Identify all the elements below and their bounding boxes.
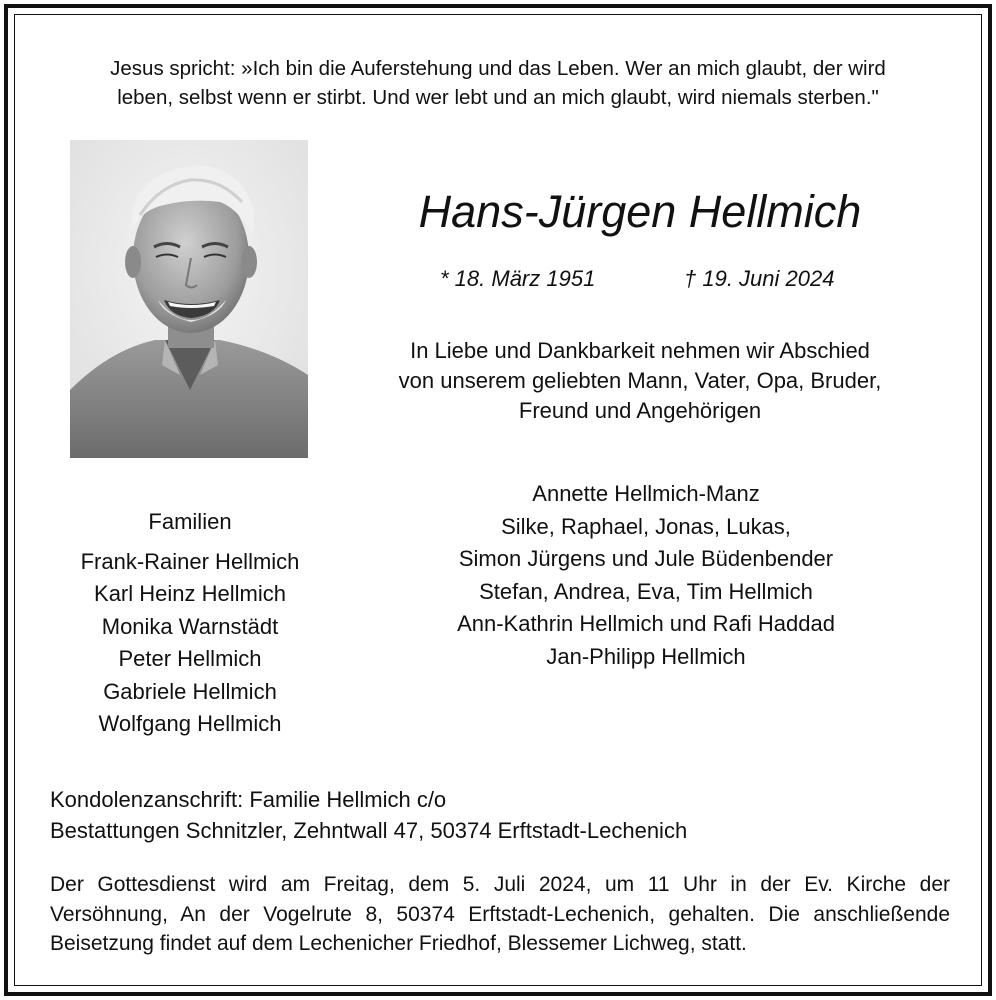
relative-entry: Simon Jürgens und Jule Büdenbender: [458, 546, 834, 572]
birth-date: * 18. März 1951: [440, 266, 596, 291]
family-member: Monika Warnstädt: [101, 613, 279, 639]
relatives-list: [346, 478, 946, 674]
relative-entry: Stefan, Andrea, Eva, Tim Hellmich: [479, 578, 813, 604]
death-date: † 19. Juni 2024: [684, 266, 835, 291]
life-dates: [420, 263, 880, 295]
family-member: Karl Heinz Hellmich: [94, 581, 286, 607]
portrait-photo: [70, 140, 308, 458]
families-title: Familien: [148, 509, 232, 534]
farewell-line: von unserem geliebten Mann, Vater, Opa, Bruder,: [398, 368, 882, 393]
service-info: [50, 870, 950, 959]
relative-entry: Jan-Philipp Hellmich: [546, 643, 746, 669]
farewell-line: In Liebe und Dankbarkeit nehmen wir Abschied: [410, 338, 870, 363]
relative-entry: Ann-Kathrin Hellmich und Rafi Haddad: [457, 611, 835, 637]
verse-line-1: Jesus spricht: »Ich bin die Auferstehung und das Leben. Wer an mich glaubt, der wird: [110, 57, 886, 80]
verse-line-2: leben, selbst wenn er stirbt. Und wer lebt und an mich glaubt, wird niemals sterben.": [117, 86, 879, 109]
family-member: Peter Hellmich: [118, 646, 262, 672]
relative-entry: Silke, Raphael, Jonas, Lukas,: [501, 513, 791, 539]
farewell-line: Freund und Angehörigen: [518, 398, 762, 423]
service-line-3: Beisetzung findet auf dem Lechenicher Friedhof, Blessemer Lichweg, statt.: [50, 932, 747, 955]
families-list: [40, 507, 340, 740]
condolence-address: [50, 784, 950, 846]
family-member: Wolfgang Hellmich: [98, 711, 282, 737]
family-member: Frank-Rainer Hellmich: [80, 549, 300, 574]
service-line-1: Der Gottesdienst wird am Freitag, dem 5. Juli 2024, um 11 Uhr in der Ev. Kirche der: [50, 873, 950, 896]
condolence-line-2: Bestattungen Schnitzler, Zehntwall 47, 50374 Erftstadt-Lechenich: [50, 818, 688, 843]
condolence-line-1: Kondolenzanschrift: Familie Hellmich c/o: [50, 787, 447, 812]
family-member: Gabriele Hellmich: [103, 678, 277, 704]
deceased-name: Hans-Jürgen Hellmich: [418, 186, 862, 237]
bible-verse: [40, 54, 956, 112]
farewell-text: [340, 336, 940, 426]
service-line-2: Versöhnung, An der Vogelrute 8, 50374 Erftstadt-Lechenich, gehalten. Die anschließende: [50, 902, 950, 926]
relative-entry: Annette Hellmich-Manz: [532, 481, 760, 506]
